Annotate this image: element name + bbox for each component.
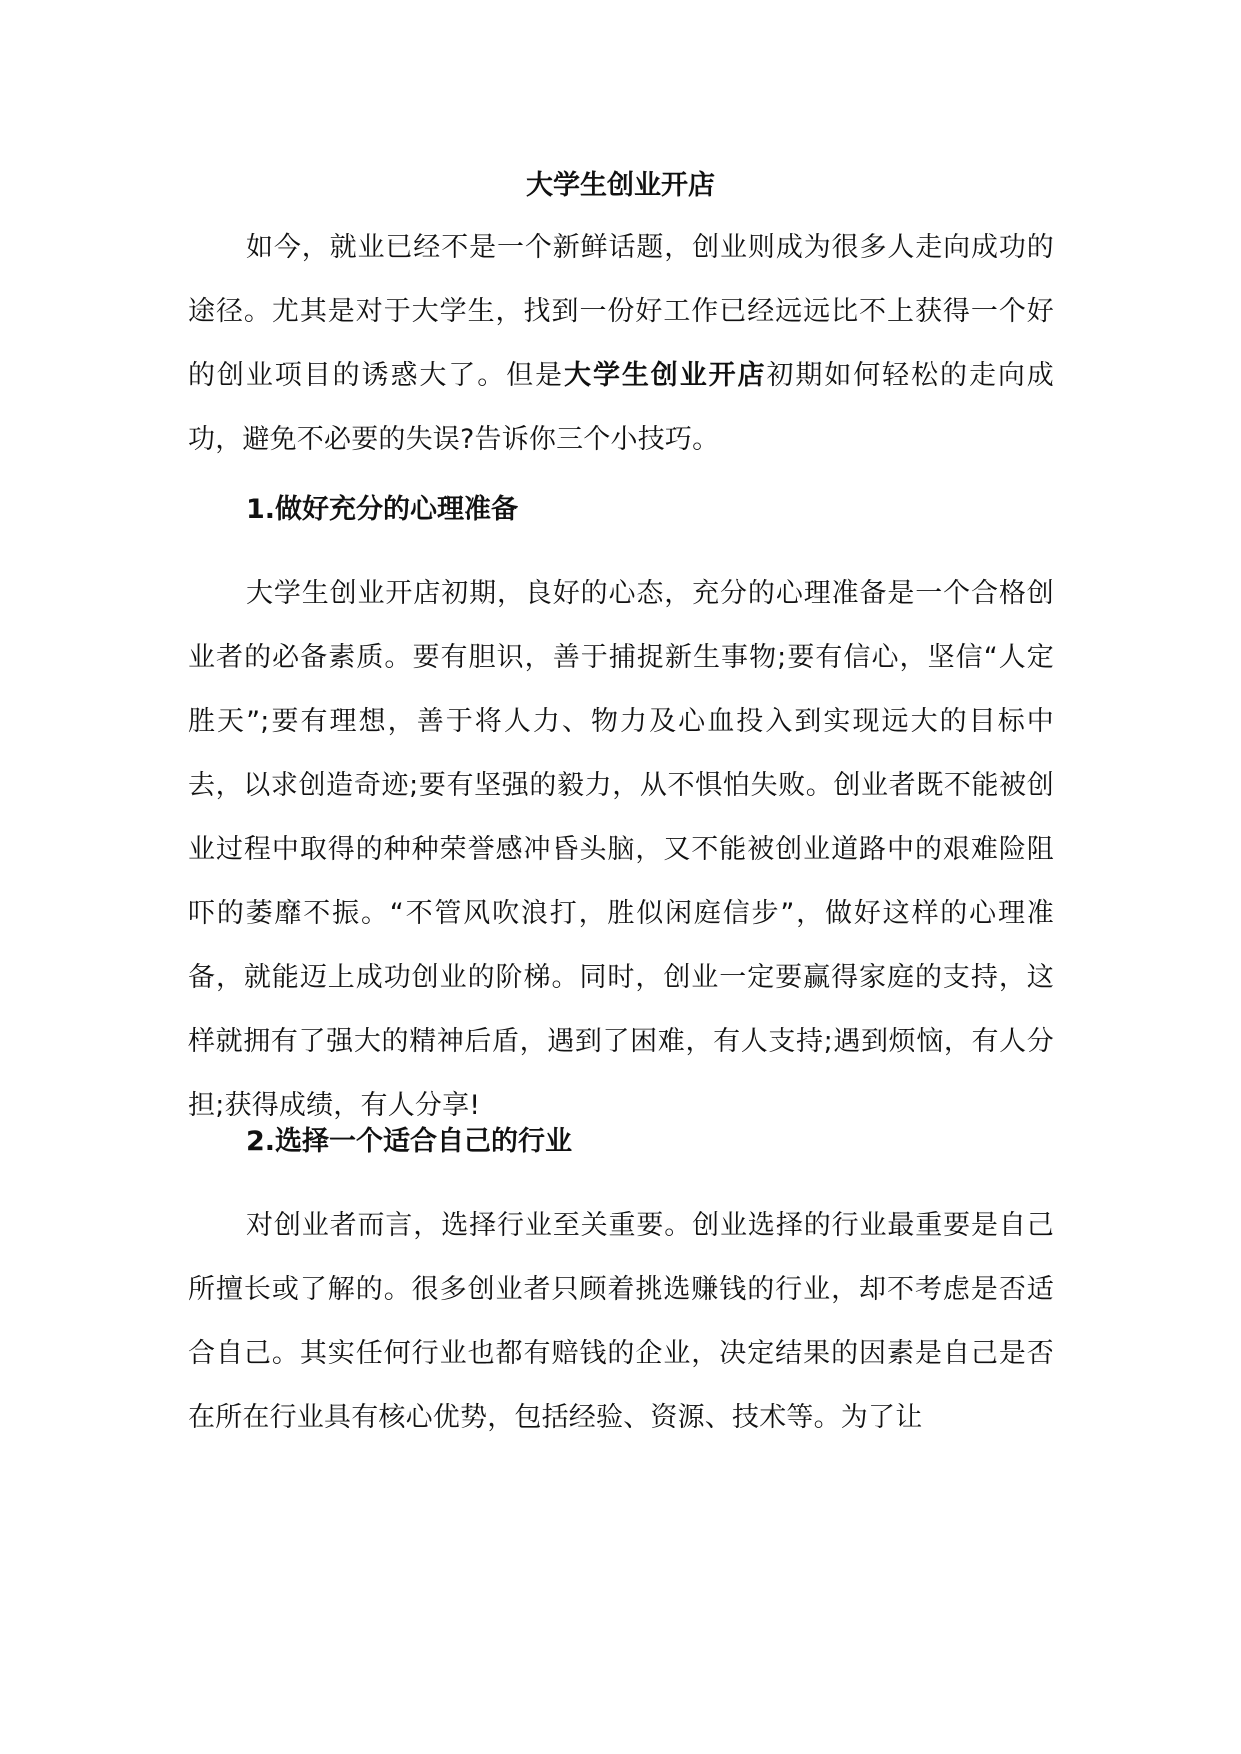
intro-bold-keyword: 大学生创业开店 xyxy=(564,360,767,391)
section-1-paragraph: 大学生创业开店初期，良好的心态，充分的心理准备是一个合格创业者的必备素质。要有胆识，善于捕捉新生事物;要有信心，坚信“人定胜天”;要有理想，善于将人力、物力及心血投入到实现远大的目标中去，以求创造奇迹;要有坚强的毅力，从不惧怕失败。创业者既不能被创业过程中取得的种种荣誉感冲昏头脑，又不能被创业道路中的艰难险阻吓的萎靡不振。“不管风吹浪打，胜似闲庭信步”，做好这样的心理准备，就能迈上成功创业的阶梯。同时，创业一定要赢得家庭的支持，这样就拥有了强大的精神后盾，遇到了困难，有人支持;遇到烦恼，有人分担;获得成绩，有人分享! xyxy=(188,578,1054,1121)
section-2-paragraph: 对创业者而言，选择行业至关重要。创业选择的行业最重要是自己所擅长或了解的。很多创业者只顾着挑选赚钱的行业，却不考虑是否适合自己。其实任何行业也都有赔钱的企业，决定结果的因素是自己是否在所在行业具有核心优势，包括经验、资源、技术等。为了让 xyxy=(188,1210,1054,1433)
document-title: 大学生创业开店 xyxy=(526,170,715,201)
intro-text-before: 如今，就业已经不是一个新鲜话题，创业则成为很多人走向成功的途径。尤其是对于大学生，找到一份好工作已经远远比不上获得一个好的创业项目的诱惑大了。但是 xyxy=(188,232,1054,391)
section-1-heading: 1.做好充分的心理准备 xyxy=(246,494,519,525)
section-2-heading: 2.选择一个适合自己的行业 xyxy=(246,1126,573,1157)
intro-text-after: 初期如何轻松的走向成功，避免不必要的失误?告诉你三个小技巧。 xyxy=(188,360,1054,455)
intro-paragraph xyxy=(188,216,1054,472)
